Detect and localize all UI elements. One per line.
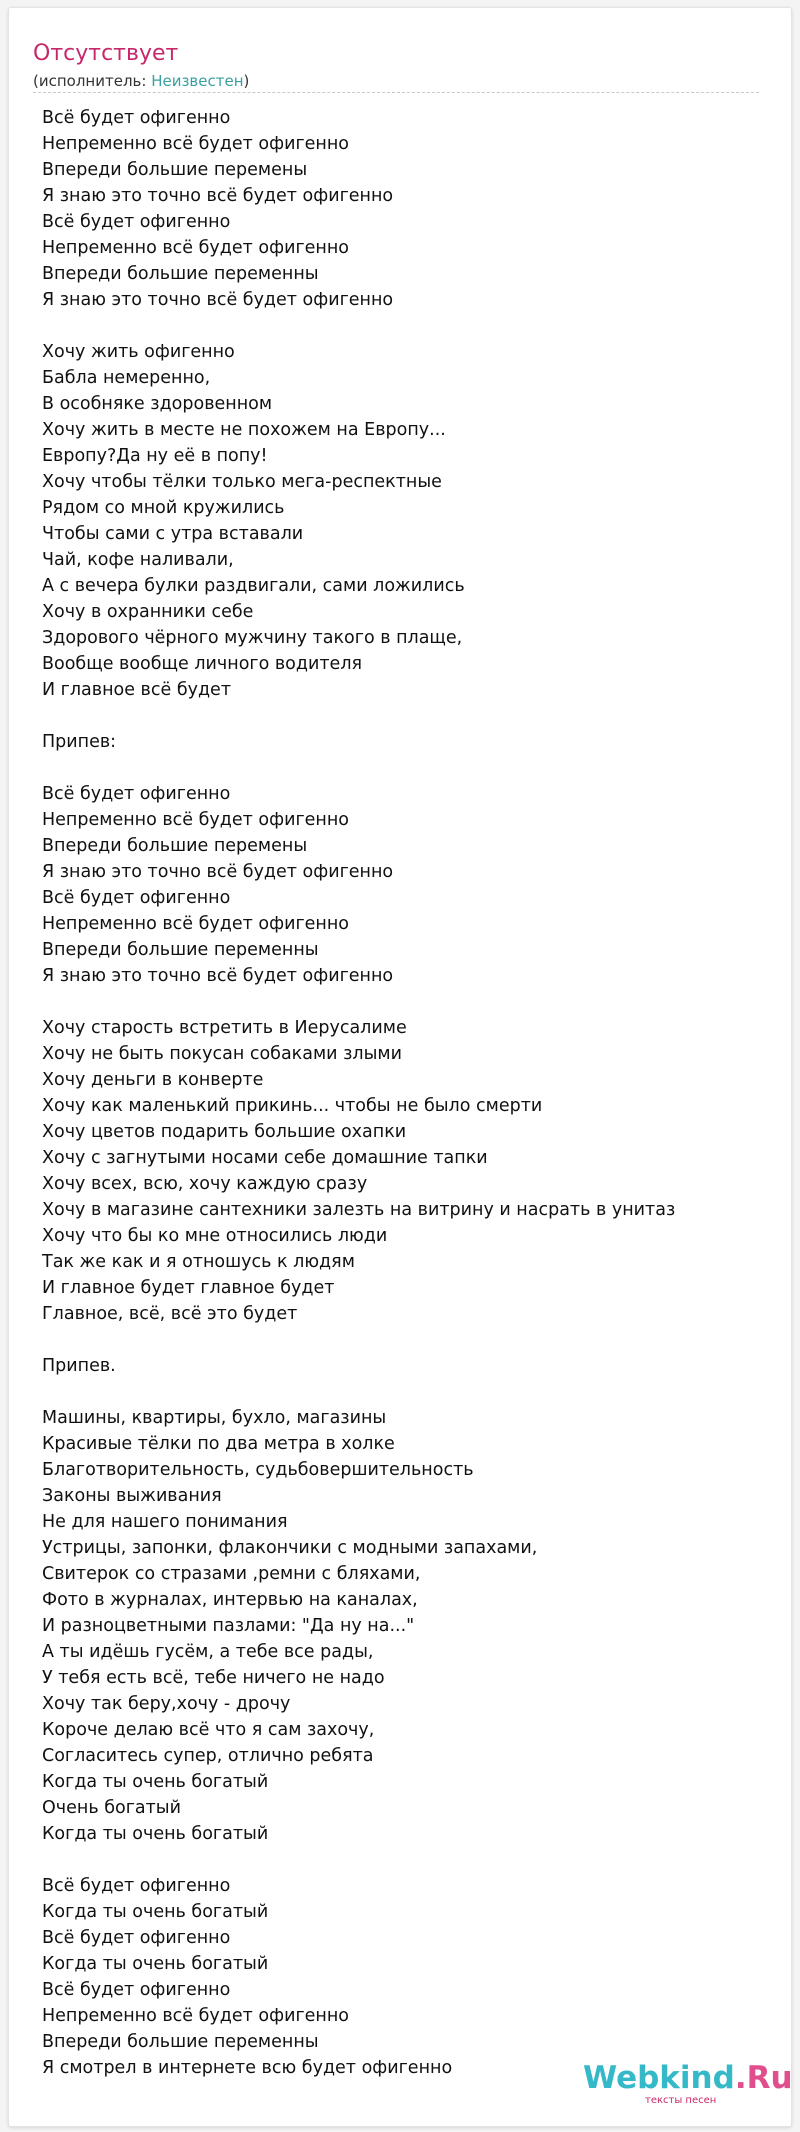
lyric-line: Хочу чтобы тёлки только мега-респектные [42,472,442,492]
artist-prefix: (исполнитель: [33,72,152,90]
stanza-break [42,1327,762,1353]
lyric-line: Я знаю это точно всё будет офигенно [42,290,394,310]
lyric-line: Хочу жить в месте не похожем на Европу... [42,420,446,440]
stanza-break [42,313,762,339]
lyric-line: Свитерок со стразами ,ремни с бляхами, [42,1564,421,1584]
lyric-line: У тебя есть всё, тебе ничего не надо [42,1668,385,1688]
lyric-line: Впереди большие перемены [42,836,308,856]
artist-link[interactable]: Неизвестен [151,72,244,90]
lyric-line: Хочу так беру,хочу - дрочу [42,1694,291,1714]
lyric-line: Всё будет офигенно [42,1928,231,1948]
logo-name: Webkind [583,2060,735,2096]
lyric-line: Я знаю это точно всё будет офигенно [42,186,394,206]
logo-tld: .Ru [734,2060,793,2096]
artist-suffix: ) [243,72,250,90]
lyric-line: Хочу не быть покусан собаками злыми [42,1044,402,1064]
lyric-line: Бабла немеренно, [42,368,211,388]
lyric-line: Европу?Да ну её в попу! [42,446,268,466]
lyric-line: Припев: [42,732,117,752]
lyric-line: Хочу с загнутыми носами себе домашние тапки [42,1148,488,1168]
lyrics-body [42,105,762,2081]
lyric-line: Непременно всё будет офигенно [42,810,349,830]
lyric-line: Непременно всё будет офигенно [42,238,349,258]
lyric-line: Красивые тёлки по два метра в холке [42,1434,395,1454]
lyric-line: Когда ты очень богатый [42,1902,269,1922]
lyric-line: Припев. [42,1356,116,1376]
lyric-line: Непременно всё будет офигенно [42,914,349,934]
lyric-line: Хочу жить офигенно [42,342,235,362]
stanza-break [42,1847,762,1873]
artist-line [33,71,249,91]
lyric-line: Машины, квартиры, бухло, магазины [42,1408,387,1428]
lyric-line: Непременно всё будет офигенно [42,2006,349,2026]
lyric-line: Чтобы сами с утра вставали [42,524,304,544]
site-logo[interactable] [583,2060,793,2110]
lyric-line: Не для нашего понимания [42,1512,288,1532]
lyric-line: Так же как и я отношусь к людям [42,1252,355,1272]
stanza-break [42,1379,762,1405]
lyric-line: Хочу как маленький прикинь... чтобы не было смерти [42,1096,543,1116]
lyric-line: Короче делаю всё что я сам захочу, [42,1720,375,1740]
lyric-line: Хочу деньги в конверте [42,1070,264,1090]
lyric-line: В особняке здоровенном [42,394,273,414]
lyric-line: Я смотрел в интернете всю будет офигенно [42,2058,453,2078]
lyric-line: Впереди большие перемены [42,160,308,180]
lyric-line: Устрицы, запонки, флакончики с модными запахами, [42,1538,538,1558]
title-divider [33,92,759,93]
lyric-line: Главное, всё, всё это будет [42,1304,298,1324]
lyric-line: И главное будет главное будет [42,1278,335,1298]
lyric-line: Благотворительность, судьбовершительность [42,1460,474,1480]
lyric-line: Хочу что бы ко мне относились люди [42,1226,388,1246]
song-title: Отсутствует [33,41,179,66]
lyric-line: Я знаю это точно всё будет офигенно [42,862,394,882]
lyric-line: Здорового чёрного мужчину такого в плаще, [42,628,463,648]
lyric-line: А с вечера булки раздвигали, сами ложились [42,576,465,596]
lyric-line: Хочу в магазине сантехники залезть на витрину и насрать в унитаз [42,1200,676,1220]
logo-wordmark [583,2060,793,2096]
lyric-line: Чай, кофе наливали, [42,550,234,570]
logo-tagline: тексты песен [645,2095,717,2106]
lyric-line: Впереди большие переменны [42,940,319,960]
lyric-line: Всё будет офигенно [42,1876,231,1896]
lyric-line: Всё будет офигенно [42,108,231,128]
stanza-break [42,755,762,781]
lyric-line: Впереди большие переменны [42,2032,319,2052]
lyric-line: Вообще вообще личного водителя [42,654,363,674]
lyric-line: Всё будет офигенно [42,1980,231,2000]
lyric-line: Когда ты очень богатый [42,1824,269,1844]
lyric-line: Хочу цветов подарить большие охапки [42,1122,407,1142]
lyric-line: И разноцветными пазлами: "Да ну на..." [42,1616,415,1636]
lyric-line: Хочу всех, всю, хочу каждую сразу [42,1174,368,1194]
lyric-line: Когда ты очень богатый [42,1954,269,1974]
lyric-line: Рядом со мной кружились [42,498,285,518]
lyric-line: Законы выживания [42,1486,222,1506]
lyric-line: Очень богатый [42,1798,182,1818]
stanza-break [42,703,762,729]
lyric-line: Всё будет офигенно [42,888,231,908]
lyric-line: Всё будет офигенно [42,212,231,232]
lyric-line: Согласитесь супер, отлично ребята [42,1746,374,1766]
lyric-line: Всё будет офигенно [42,784,231,804]
lyric-line: Впереди большие переменны [42,264,319,284]
lyric-line: Хочу в охранники себе [42,602,254,622]
lyric-line: Я знаю это точно всё будет офигенно [42,966,394,986]
lyric-line: А ты идёшь гусём, а тебе все рады, [42,1642,374,1662]
lyric-line: Хочу старость встретить в Иерусалиме [42,1018,407,1038]
stanza-break [42,989,762,1015]
lyric-line: И главное всё будет [42,680,232,700]
lyric-line: Фото в журналах, интервью на каналах, [42,1590,418,1610]
lyric-line: Когда ты очень богатый [42,1772,269,1792]
lyric-line: Непременно всё будет офигенно [42,134,349,154]
